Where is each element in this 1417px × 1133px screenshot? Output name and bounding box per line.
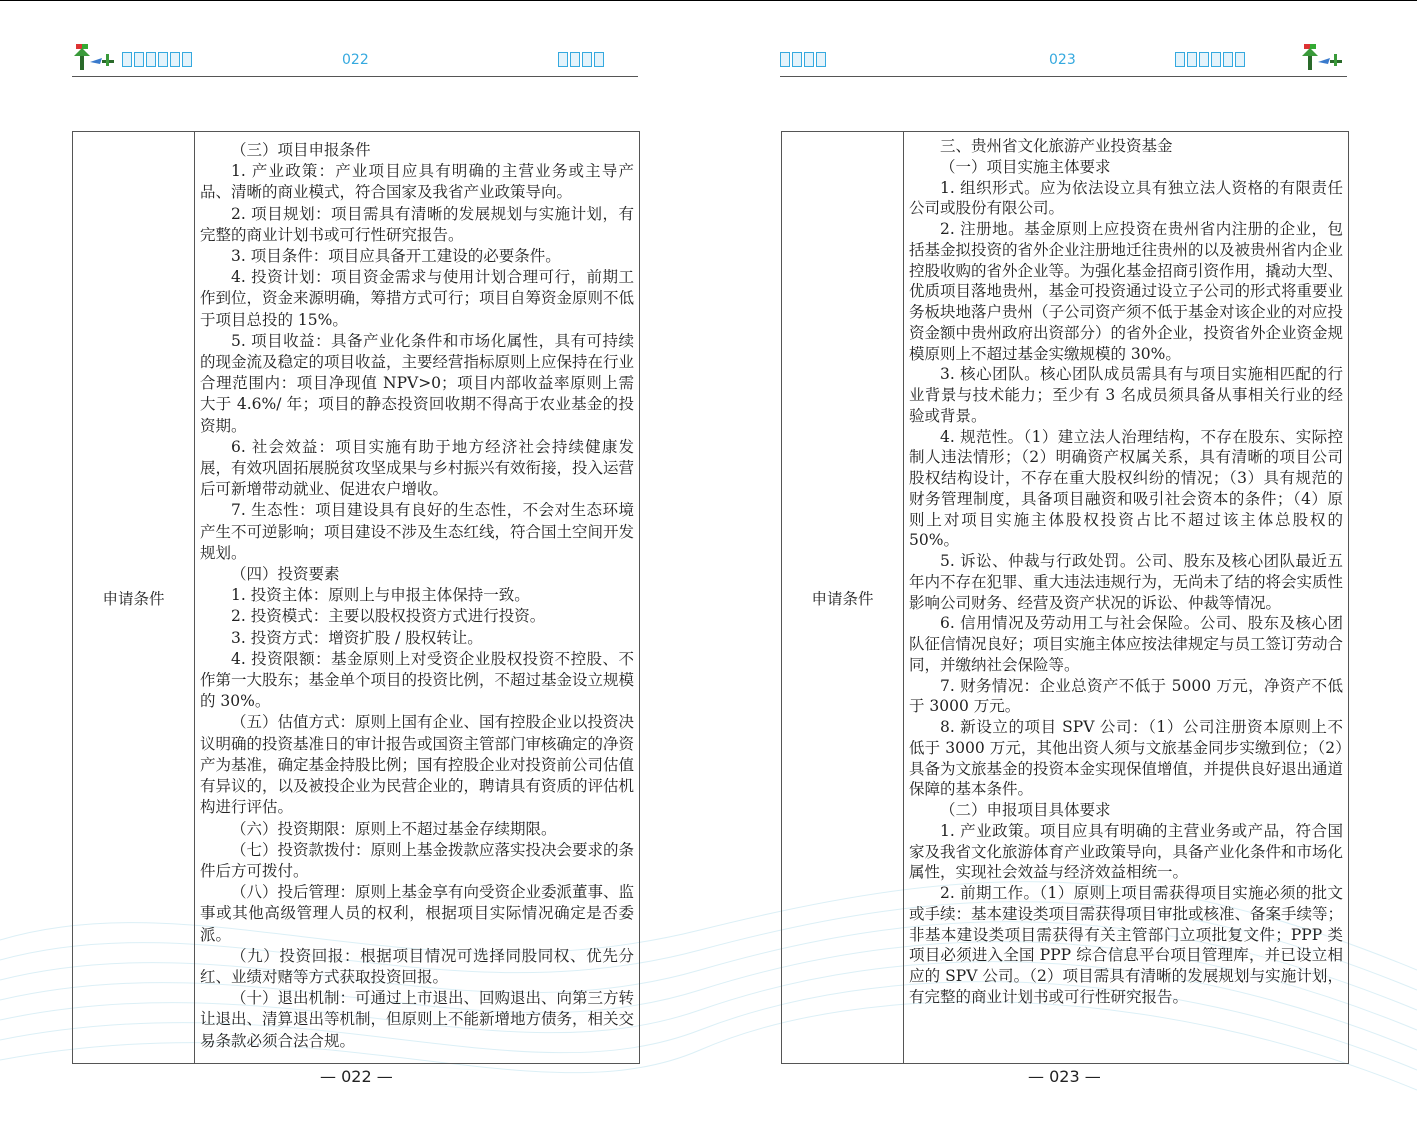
right-header-section: [780, 52, 826, 71]
left-conditions-table: [72, 131, 640, 1064]
right-conditions-table: [781, 131, 1349, 1064]
right-conditions-content: [904, 132, 1348, 1063]
right-page-footer: — 023 —: [1028, 1067, 1101, 1086]
paragraph: （八）投后管理：原则上基金享有向受资企业委派董事、监事或其他高级管理人员的权利，根据项目实际情况确定是否委派。: [200, 883, 635, 944]
paragraph: 5. 项目收益：具备产业化条件和市场化属性，具有可持续的现金流及稳定的项目收益，主要经营指标原则上应保持在行业合理范围内：项目净现值 NPV>0；项目内部收益率原则上需大于 4.6%/ 年；项目的静态投资回收期不得高于农业基金的投资期。: [200, 331, 635, 435]
top-border-line: [0, 0, 1417, 1]
paragraph: 7. 生态性：项目建设具有良好的生态性，不会对生态环境产生不可逆影响；项目建设不涉及生态红线，符合国土空间开发规划。: [200, 501, 635, 562]
right-header-title: [1175, 52, 1245, 71]
paragraph: （九）投资回报：根据项目情况可选择同股同权、优先分红、业绩对赌等方式获取投资回报。: [200, 946, 634, 986]
paragraph: 2. 注册地。基金原则上应投资在贵州省内注册的企业，包括基金拟投资的省外企业注册地迁往贵州的以及被贵州省内企业控股收购的省外企业等。为强化基金招商引资作用，撬动大型、优质项目落地贵州，基金可投资通过设立子公司的形式将重要业务板块地落户贵州（子公司资产须不低于基金对该企业的对应投资金额中贵州政府出资部分）的省外企业，投资省外企业资金规模原则上不超过基金实缴规模的 30%。: [909, 220, 1344, 363]
paragraph: 6. 信用情况及劳动用工与社会保险。公司、股东及核心团队征信情况良好；项目实施主体应按法律规定与员工签订劳动合同，并缴纳社会保险等。: [909, 614, 1344, 674]
left-header-title: [122, 52, 192, 71]
paragraph: 2. 项目规划：项目需具有清晰的发展规划与实施计划，有完整的商业计划书或可行性研究报告。: [200, 204, 634, 244]
paragraph: 7. 财务情况：企业总资产不低于 5000 万元，净资产不低于 3000 万元。: [909, 676, 1343, 716]
paragraph: （二）申报项目具体要求: [940, 801, 1111, 819]
paragraph: 5. 诉讼、仲裁与行政处罚。公司、股东及核心团队最近五年内不存在犯罪、重大违法违规行为，无尚未了结的将会实质性影响公司财务、经营及资产状况的诉讼、仲裁等情况。: [909, 552, 1344, 612]
tree-logo-icon: [72, 42, 118, 72]
paragraph: （五）估值方式：原则上国有企业、国有控股企业以投资决议明确的投资基准日的审计报告或国资主管部门审核确定的净资产为基准，确定基金持股比例；国有控股企业对投资前公司估值有异议的，以及被投企业为民营企业的，聘请具有资质的评估机构进行评估。: [200, 713, 635, 817]
right-header-page-number: 023: [1049, 52, 1076, 68]
left-header-page-number: 022: [342, 52, 369, 68]
paragraph: 3. 核心团队。核心团队成员需具有与项目实施相匹配的行业背景与技术能力；至少有 3 名成员须具备从事相关行业的经验或背景。: [909, 365, 1343, 425]
paragraph: （十）退出机制：可通过上市退出、回购退出、向第三方转让退出、清算退出等机制，但原则上不能新增地方债务，相关交易条款必须合法合规。: [200, 989, 635, 1050]
paragraph: 1. 投资主体：原则上与申报主体保持一致。: [231, 586, 530, 605]
paragraph: （三）项目申报条件: [231, 141, 371, 159]
paragraph: 2. 前期工作。（1）原则上项目需获得项目实施必须的批文或手续：基本建设类项目需获得项目审批或核准、备案手续等；非基本建设类项目需获得有关主管部门立项批复文件；PPP 类项目必须进入全国 PPP 综合信息平台项目管理库，并已设立相应的 SPV 公司。（2）项目需具有清晰的发展规划与实施计划，有完整的商业计划书或可行性研究报告。: [909, 884, 1344, 1006]
paragraph: 4. 投资计划：项目资金需求与使用计划合理可行，前期工作到位，资金来源明确，筹措方式可行；项目自筹资金原则不低于项目总投的 15%。: [200, 268, 635, 329]
tree-logo-icon: [1300, 42, 1346, 72]
paragraph: 2. 投资模式：主要以股权投资方式进行投资。: [231, 607, 546, 626]
left-page-header: [72, 40, 638, 77]
paragraph: （六）投资期限：原则上不超过基金存续期限。: [231, 819, 557, 838]
paragraph: 3. 投资方式：增资扩股 / 股权转让。: [231, 628, 483, 647]
paragraph: 三、贵州省文化旅游产业投资基金: [940, 137, 1173, 155]
right-row-label: 申请条件: [782, 132, 904, 1063]
paragraph: 8. 新设立的项目 SPV 公司：（1）公司注册资本原则上不低于 3000 万元，其他出资人须与文旅基金同步实缴到位；（2）具备为文旅基金的投资本金实现保值增值，并提供良好退出通道保障的基本条件。: [909, 718, 1344, 799]
left-page-footer: — 022 —: [320, 1067, 393, 1086]
paragraph: （一）项目实施主体要求: [940, 157, 1111, 176]
left-header-section: [558, 52, 604, 71]
paragraph: （七）投资款拨付：原则上基金拨款应落实投决会要求的条件后方可拨付。: [200, 840, 635, 880]
paragraph: （四）投资要素: [231, 565, 340, 584]
paragraph: 1. 产业政策：产业项目应具有明确的主营业务或主导产品、清晰的商业模式，符合国家及我省产业政策导向。: [200, 162, 634, 202]
paragraph: 1. 产业政策。项目应具有明确的主营业务或产品，符合国家及我省文化旅游体育产业政策导向，具备产业化条件和市场化属性，实现社会效益与经济效益相统一。: [909, 821, 1344, 882]
left-row-label: 申请条件: [73, 132, 195, 1063]
paragraph: 4. 规范性。（1）建立法人治理结构，不存在股东、实际控制人违法情形；（2）明确资产权属关系，具有清晰的项目公司股权结构设计，不存在重大股权纠纷的情况；（3）具有规范的财务管理制度，具备项目融资和吸引社会资本的条件；（4）原则上对项目实施主体股权投资占比不超过该主体总股权的 50%。: [909, 427, 1343, 550]
right-page-header: [780, 40, 1347, 77]
paragraph: 1. 组织形式。应为依法设立具有独立法人资格的有限责任公司或股份有限公司。: [909, 178, 1343, 218]
paragraph: 4. 投资限额：基金原则上对受资企业股权投资不控股、不作第一大股东；基金单个项目的投资比例，不超过基金设立规模的 30%。: [200, 649, 635, 711]
paragraph: 3. 项目条件：项目应具备开工建设的必要条件。: [231, 247, 561, 266]
paragraph: 6. 社会效益：项目实施有助于地方经济社会持续健康发展，有效巩固拓展脱贫攻坚成果与乡村振兴有效衔接，投入运营后可新增带动就业、促进农户增收。: [200, 437, 635, 499]
left-conditions-content: [195, 132, 639, 1063]
